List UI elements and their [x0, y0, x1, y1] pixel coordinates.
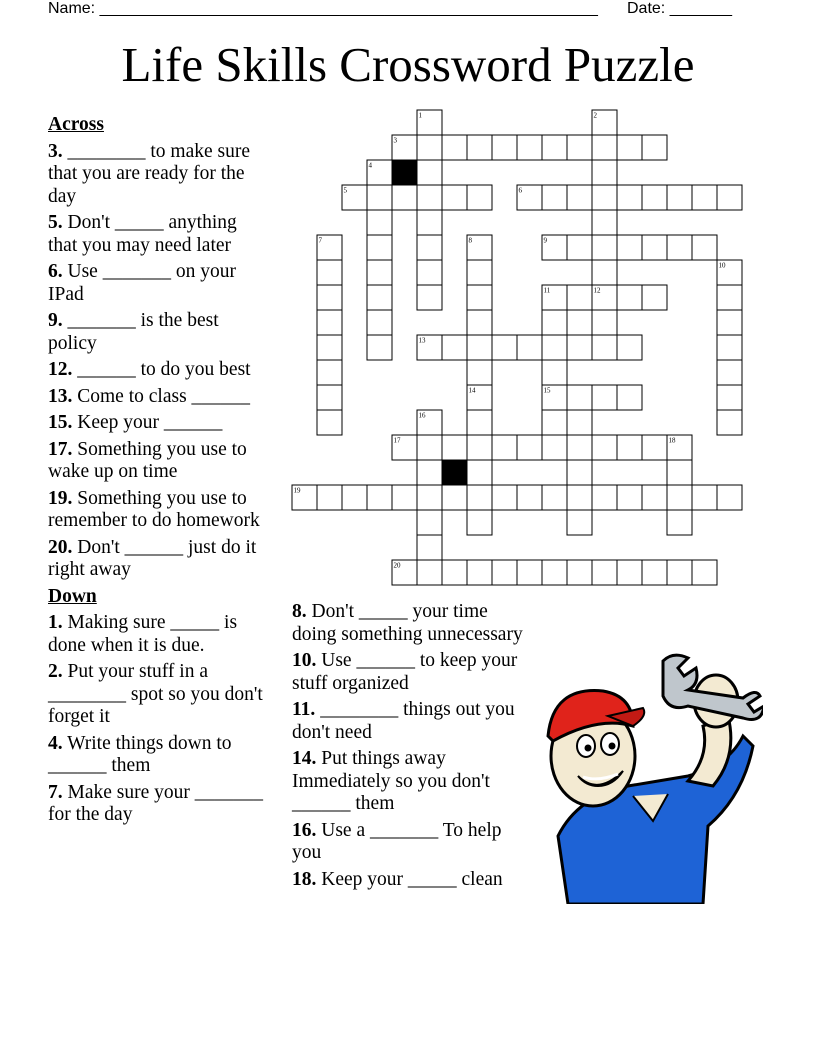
grid-cell[interactable]	[417, 210, 442, 235]
grid-cell[interactable]	[467, 560, 492, 585]
down-clue-list-continued	[292, 601, 532, 891]
grid-cell[interactable]	[517, 335, 542, 360]
grid-cell[interactable]	[617, 235, 642, 260]
grid-cell[interactable]	[642, 185, 667, 210]
grid-cell[interactable]	[317, 385, 342, 410]
grid-cell[interactable]	[317, 235, 342, 260]
grid-cell[interactable]	[467, 410, 492, 435]
across-clue: 9. _______ is the best policy	[48, 310, 219, 354]
down_left-clue: 2. Put your stuff in a ________ spot so you don't forget it	[48, 661, 263, 727]
grid-cell[interactable]	[417, 135, 442, 160]
grid-number: 20	[393, 561, 401, 570]
grid-cell[interactable]	[617, 485, 642, 510]
grid-cell[interactable]	[717, 185, 742, 210]
grid-cell[interactable]	[367, 160, 392, 185]
grid-cell[interactable]	[567, 410, 592, 435]
grid-cell[interactable]	[592, 135, 617, 160]
grid-cell[interactable]	[467, 460, 492, 485]
grid-cell[interactable]	[667, 460, 692, 485]
grid-cell[interactable]	[642, 285, 667, 310]
grid-cell[interactable]	[417, 485, 442, 510]
grid-cell[interactable]	[617, 285, 642, 310]
grid-cell[interactable]	[417, 410, 442, 435]
grid-cell[interactable]	[417, 285, 442, 310]
down_left-clue: 7. Make sure your _______ for the day	[48, 781, 264, 825]
grid-cell[interactable]	[492, 560, 517, 585]
grid-cell[interactable]	[317, 310, 342, 335]
grid-cell[interactable]	[467, 485, 492, 510]
grid-cell[interactable]	[667, 235, 692, 260]
shaded-cell	[392, 160, 417, 185]
grid-cell[interactable]	[717, 360, 742, 385]
down_right-clue: 8. Don't _____ your time doing something unnecessary	[292, 601, 523, 645]
grid-cell[interactable]	[717, 485, 742, 510]
grid-number: 3	[393, 136, 397, 145]
grid-cell[interactable]	[542, 435, 567, 460]
grid-number: 8	[468, 236, 472, 245]
grid-number: 6	[518, 186, 522, 195]
grid-cell[interactable]	[592, 160, 617, 185]
grid-cell[interactable]	[467, 235, 492, 260]
grid-cell[interactable]	[367, 260, 392, 285]
across-clue-list	[48, 141, 263, 582]
grid-cell[interactable]	[617, 135, 642, 160]
grid-cell[interactable]	[417, 535, 442, 560]
grid-number: 19	[293, 486, 301, 495]
grid-number: 7	[318, 236, 322, 245]
grid-cell[interactable]	[467, 285, 492, 310]
grid-cell[interactable]	[617, 385, 642, 410]
grid-cell[interactable]	[417, 110, 442, 135]
down_right-clue: 14. Put things away Immediately so you don't ______ them	[292, 748, 490, 814]
grid-cell[interactable]	[567, 560, 592, 585]
grid-cell[interactable]	[492, 335, 517, 360]
grid-cell[interactable]	[542, 485, 567, 510]
grid-cell[interactable]	[642, 235, 667, 260]
grid-number: 12	[593, 286, 601, 295]
grid-cell[interactable]	[542, 410, 567, 435]
grid-cell[interactable]	[617, 185, 642, 210]
name-line: Name: ________________________________________________________	[48, 0, 598, 17]
grid-cell[interactable]	[517, 185, 542, 210]
grid-cell[interactable]	[492, 485, 517, 510]
grid-cell[interactable]	[517, 135, 542, 160]
grid-cell[interactable]	[417, 510, 442, 535]
grid-cell[interactable]	[567, 510, 592, 535]
page-title: Life Skills Crossword Puzzle	[121, 37, 695, 92]
grid-cell[interactable]	[367, 485, 392, 510]
grid-cell[interactable]	[367, 285, 392, 310]
grid-number: 9	[543, 236, 547, 245]
grid-cell[interactable]	[367, 210, 392, 235]
grid-cell[interactable]	[542, 560, 567, 585]
grid-cell[interactable]	[367, 185, 392, 210]
grid-cell[interactable]	[592, 185, 617, 210]
across-clue: 6. Use _______ on your IPad	[48, 261, 236, 305]
grid-cell[interactable]	[567, 335, 592, 360]
grid-cell[interactable]	[492, 435, 517, 460]
grid-cell[interactable]	[467, 310, 492, 335]
grid-cell[interactable]	[467, 360, 492, 385]
grid-cell[interactable]	[442, 135, 467, 160]
grid-cell[interactable]	[417, 160, 442, 185]
grid-number: 10	[718, 261, 726, 270]
grid-cell[interactable]	[592, 385, 617, 410]
grid-cell[interactable]	[392, 185, 417, 210]
grid-cell[interactable]	[317, 285, 342, 310]
grid-cell[interactable]	[542, 235, 567, 260]
grid-cell[interactable]	[417, 335, 442, 360]
grid-cell[interactable]	[542, 385, 567, 410]
clues-right-column	[292, 601, 532, 895]
down-heading: Down	[48, 585, 97, 607]
grid-cell[interactable]	[667, 435, 692, 460]
grid-cell[interactable]	[617, 435, 642, 460]
grid-cell[interactable]	[417, 235, 442, 260]
handyman-illustration	[538, 646, 763, 904]
grid-cell[interactable]	[292, 485, 317, 510]
grid-cell[interactable]	[592, 260, 617, 285]
grid-cell[interactable]	[367, 310, 392, 335]
down_left-clue: 1. Making sure _____ is done when it is due.	[48, 612, 238, 656]
grid-number: 5	[343, 186, 347, 195]
grid-cell[interactable]	[517, 435, 542, 460]
grid-cell[interactable]	[692, 235, 717, 260]
grid-cell[interactable]	[317, 360, 342, 385]
grid-cell[interactable]	[317, 260, 342, 285]
across-clue: 13. Come to class ______	[48, 385, 251, 407]
grid-cell[interactable]	[667, 510, 692, 535]
date-line: Date: _______	[627, 0, 732, 17]
grid-cell[interactable]	[467, 185, 492, 210]
grid-cell[interactable]	[567, 385, 592, 410]
grid-number: 1	[418, 111, 422, 120]
grid-cell[interactable]	[417, 460, 442, 485]
down_right-clue: 10. Use ______ to keep your stuff organized	[292, 650, 518, 694]
grid-cell[interactable]	[417, 560, 442, 585]
shaded-cell	[442, 460, 467, 485]
grid-cell[interactable]	[692, 485, 717, 510]
grid-cell[interactable]	[467, 335, 492, 360]
grid-cell[interactable]	[542, 285, 567, 310]
grid-cell[interactable]	[617, 560, 642, 585]
grid-cell[interactable]	[667, 185, 692, 210]
grid-cell[interactable]	[442, 560, 467, 585]
across-clue: 5. Don't _____ anything that you may need later	[48, 212, 237, 256]
grid-cell[interactable]	[367, 335, 392, 360]
grid-number: 16	[418, 411, 426, 420]
down-clue-list	[48, 612, 263, 827]
grid-cell[interactable]	[567, 460, 592, 485]
grid-number: 17	[393, 436, 401, 445]
grid-cell[interactable]	[592, 435, 617, 460]
grid-cell[interactable]	[567, 135, 592, 160]
grid-cell[interactable]	[367, 235, 392, 260]
grid-cell[interactable]	[392, 135, 417, 160]
grid-cell[interactable]	[592, 560, 617, 585]
grid-cell[interactable]	[567, 285, 592, 310]
across-clue: 20. Don't ______ just do it right away	[48, 536, 257, 580]
grid-cell[interactable]	[467, 435, 492, 460]
grid-cell[interactable]	[692, 185, 717, 210]
grid-cell[interactable]	[592, 110, 617, 135]
grid-cell[interactable]	[342, 485, 367, 510]
grid-cell[interactable]	[317, 335, 342, 360]
grid-cell[interactable]	[717, 335, 742, 360]
grid-cell[interactable]	[492, 135, 517, 160]
grid-cell[interactable]	[567, 485, 592, 510]
across-clue: 15. Keep your ______	[48, 412, 223, 433]
grid-cell[interactable]	[642, 435, 667, 460]
grid-cell[interactable]	[692, 560, 717, 585]
down_right-clue: 11. ________ things out you don't need	[292, 699, 515, 743]
grid-cell[interactable]	[592, 485, 617, 510]
grid-cell[interactable]	[392, 560, 417, 585]
grid-cell[interactable]	[717, 285, 742, 310]
grid-cell[interactable]	[542, 360, 567, 385]
grid-cell[interactable]	[467, 135, 492, 160]
grid-cell[interactable]	[442, 185, 467, 210]
grid-cell[interactable]	[442, 335, 467, 360]
across-clue: 12. ______ to do you best	[48, 359, 251, 380]
grid-number: 15	[543, 386, 551, 395]
grid-cell[interactable]	[442, 485, 467, 510]
grid-cell[interactable]	[342, 185, 367, 210]
grid-cell[interactable]	[667, 560, 692, 585]
grid-cell[interactable]	[542, 310, 567, 335]
grid-cell[interactable]	[317, 485, 342, 510]
grid-number: 14	[468, 386, 476, 395]
down_right-clue: 18. Keep your _____ clean	[292, 868, 503, 890]
grid-cell[interactable]	[542, 135, 567, 160]
grid-cell[interactable]	[592, 335, 617, 360]
grid-cell[interactable]	[567, 185, 592, 210]
grid-cell[interactable]	[417, 260, 442, 285]
grid-cell[interactable]	[592, 285, 617, 310]
grid-number: 11	[543, 286, 551, 295]
grid-number: 4	[368, 161, 372, 170]
grid-cell[interactable]	[467, 385, 492, 410]
grid-cell[interactable]	[642, 485, 667, 510]
clues-left-column	[48, 114, 263, 831]
grid-cell[interactable]	[567, 235, 592, 260]
grid-number: 18	[668, 436, 676, 445]
grid-cell[interactable]	[517, 560, 542, 585]
grid-cell[interactable]	[717, 260, 742, 285]
grid-cell[interactable]	[617, 335, 642, 360]
grid-cell[interactable]	[542, 335, 567, 360]
grid-cell[interactable]	[542, 185, 567, 210]
down_right-clue: 16. Use a _______ To help you	[292, 819, 502, 863]
grid-cell[interactable]	[317, 410, 342, 435]
grid-cell[interactable]	[417, 185, 442, 210]
grid-cell[interactable]	[717, 410, 742, 435]
grid-cell[interactable]	[467, 260, 492, 285]
grid-cell[interactable]	[442, 435, 467, 460]
grid-cell[interactable]	[392, 435, 417, 460]
across-clue: 3. ________ to make sure that you are ready for the day	[48, 140, 251, 207]
grid-cell[interactable]	[517, 485, 542, 510]
grid-cell[interactable]	[717, 310, 742, 335]
across-clue: 17. Something you use to wake up on time	[48, 438, 247, 482]
grid-number: 2	[593, 111, 597, 120]
across-heading: Across	[48, 114, 104, 135]
grid-cell[interactable]	[667, 485, 692, 510]
across-clue: 19. Something you use to remember to do homework	[48, 487, 260, 531]
grid-cell[interactable]	[642, 135, 667, 160]
grid-cell[interactable]	[592, 235, 617, 260]
grid-cell[interactable]	[392, 485, 417, 510]
grid-cell[interactable]	[567, 435, 592, 460]
grid-cell[interactable]	[592, 310, 617, 335]
grid-cell[interactable]	[467, 510, 492, 535]
grid-number: 13	[418, 336, 426, 345]
down_left-clue: 4. Write things down to ______ them	[48, 732, 232, 776]
grid-cell[interactable]	[717, 385, 742, 410]
grid-cell[interactable]	[417, 435, 442, 460]
grid-cell[interactable]	[592, 210, 617, 235]
grid-cell[interactable]	[642, 560, 667, 585]
